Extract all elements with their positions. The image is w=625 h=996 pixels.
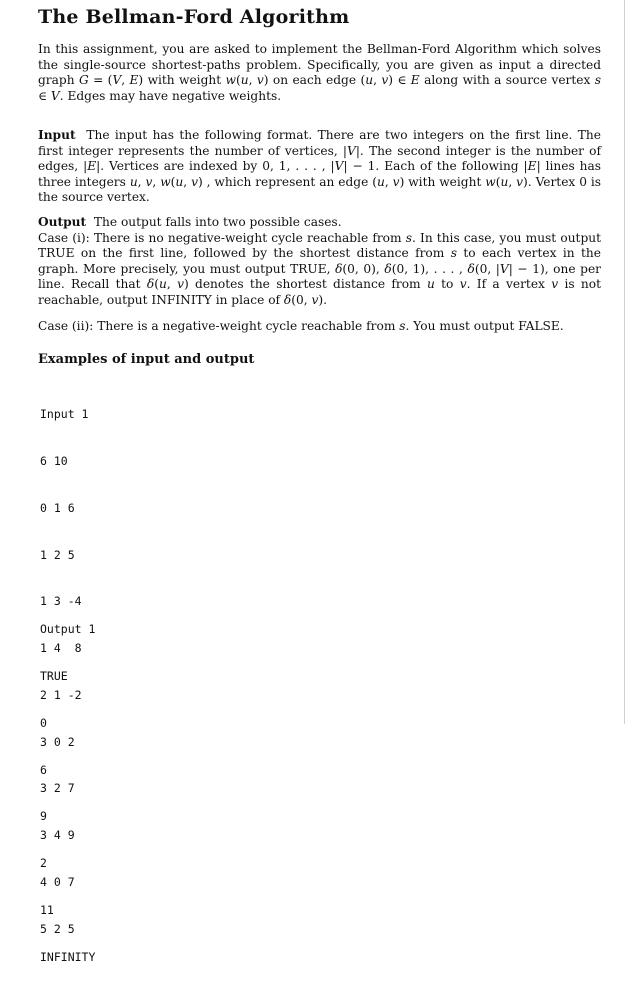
input-description: The input has the following format. There are two integers on the first line. The first integer represents the number of vertices, |V|. The second integer is the number of edges, |E|. Vertices are indexed by 0, 1, . . . , |V| − 1. Each of the following |E| lines has three integers u, v, w(u, v) , which represent an edge (u, v) with weight w(u, v). Vertex 0 is the source vertex. xyxy=(38,128,602,204)
example-input-line: 3 0 2 xyxy=(40,734,75,749)
input-paragraph xyxy=(38,128,601,206)
example-output-line: INFINITY xyxy=(40,949,96,964)
examples-heading: Examples of input and output xyxy=(38,352,255,367)
example-output-line: 11 xyxy=(40,902,54,917)
example-output-line: TRUE xyxy=(40,668,68,683)
example-output-line: 9 xyxy=(40,809,47,824)
example-input-label: Input 1 xyxy=(40,407,89,422)
example-output-label: Output 1 xyxy=(40,622,96,637)
example-output-line: 0 xyxy=(40,715,47,730)
example-input-line: 1 4 8 xyxy=(40,641,82,656)
output-case-1: The output falls into two possible cases. Case (i): There is no negative-weight cycle reachable from s. In this case, you must output TRUE on the first line, followed by the shortest distance from s to each vertex in the graph. More precisely, you must output TRUE, δ(0, 0), δ(0, 1), . . . , δ(0, |V| − 1), one per line. Recall that δ(u, v) denotes the shortest distance from u to v. If a vertex v is not reachable, output INFINITY in place of δ(0, v). xyxy=(38,215,602,307)
input-heading: Input xyxy=(38,128,76,142)
example-input-line: 3 2 7 xyxy=(40,781,75,796)
example-input-line: 1 3 -4 xyxy=(40,594,82,609)
example-input-line: 1 2 5 xyxy=(40,547,75,562)
example-input-line: 2 1 -2 xyxy=(40,687,82,702)
example-output-block xyxy=(40,591,95,996)
output-heading: Output xyxy=(38,215,87,229)
output-paragraph xyxy=(38,215,601,308)
example-output-line: 6 xyxy=(40,762,47,777)
example-output-line: 2 xyxy=(40,856,47,871)
example-input-line: 0 1 6 xyxy=(40,500,75,515)
page-title: The Bellman-Ford Algorithm xyxy=(38,6,350,28)
intro-paragraph: In this assignment, you are asked to implement the Bellman-Ford Algorithm which solves the single-source shortest-paths problem. Specifically, you are given as input a directed graph G = (V, E) with weight w(u, v) on each edge (u, v) ∈ E along with a source vertex s ∈ V. Edges may have negative weights. xyxy=(38,42,602,103)
example-input-line: 4 0 7 xyxy=(40,875,75,889)
example-input-line: 6 10 xyxy=(40,453,68,468)
example-input-line: 3 4 9 xyxy=(40,828,75,843)
example-input-line: 5 2 5 xyxy=(40,921,75,936)
output-case-2: Case (ii): There is a negative-weight cycle reachable from s. You must output FALSE. xyxy=(38,319,564,333)
